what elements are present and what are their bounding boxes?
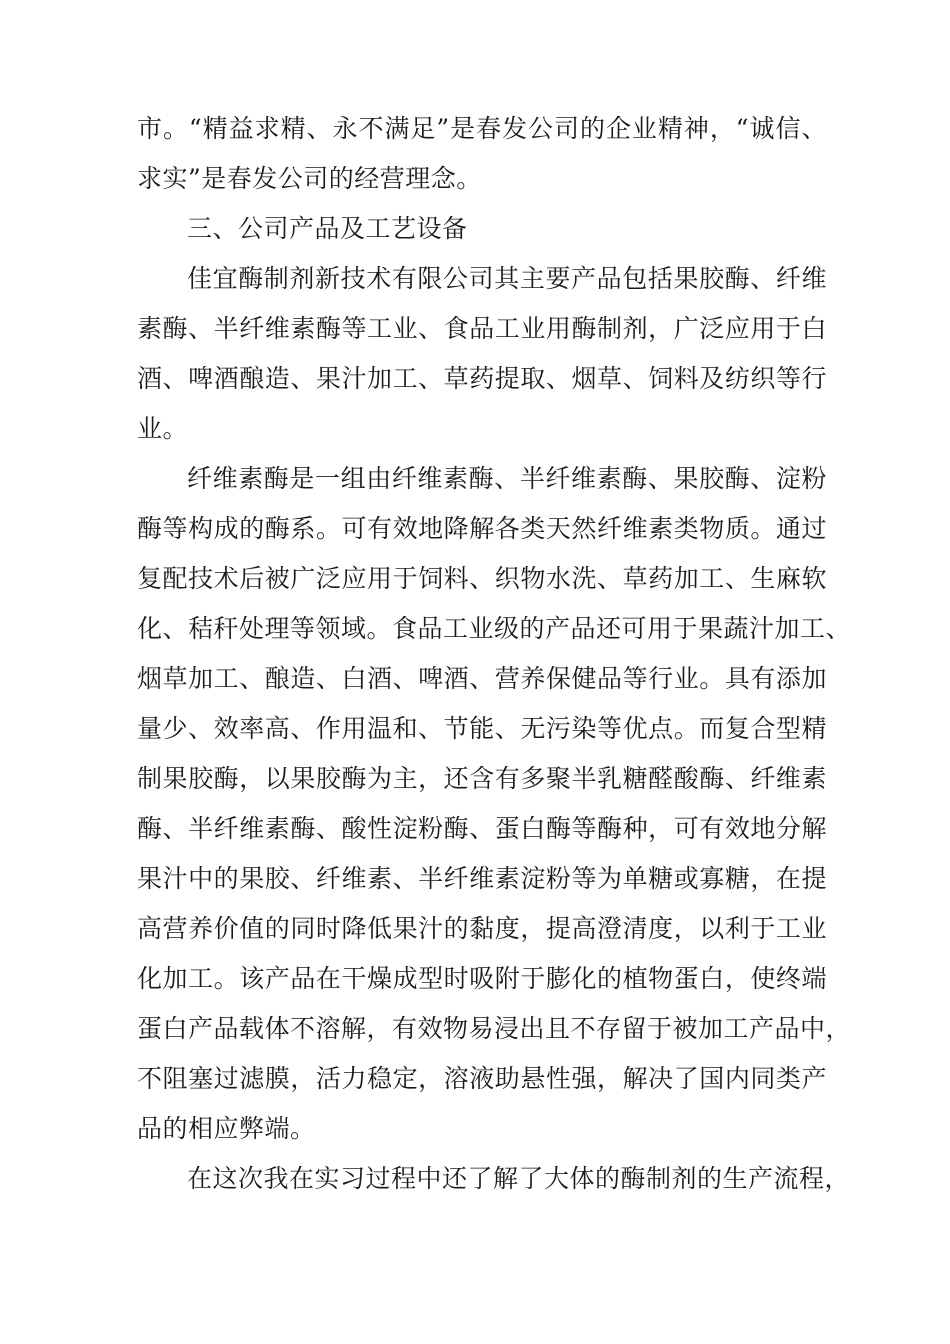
paragraph-2-line-4: 业。 bbox=[137, 414, 189, 443]
paragraph-2-line-2: 素酶、半纤维素酶等工业、食品工业用酶制剂，广泛应用于白 bbox=[137, 314, 827, 343]
paragraph-2-line-3: 酒、啤酒酿造、果汁加工、草药提取、烟草、饲料及纺织等行 bbox=[137, 364, 827, 393]
paragraph-3-line-7: 制果胶酶，以果胶酶为主，还含有多聚半乳糖醛酸酶、纤维素 bbox=[137, 764, 827, 793]
paragraph-3-line-1: 纤维素酶是一组由纤维素酶、半纤维素酶、果胶酶、淀粉 bbox=[187, 464, 827, 493]
paragraph-3-line-10: 高营养价值的同时降低果汁的黏度，提高澄清度，以利于工业 bbox=[137, 914, 827, 943]
paragraph-3-line-8: 酶、半纤维素酶、酸性淀粉酶、蛋白酶等酶种，可有效地分解 bbox=[137, 814, 827, 843]
paragraph-3-line-11: 化加工。该产品在干燥成型时吸附于膨化的植物蛋白，使终端 bbox=[137, 964, 827, 993]
section-heading-3: 三、公司产品及工艺设备 bbox=[187, 214, 468, 243]
paragraph-3-line-14: 品的相应弊端。 bbox=[137, 1114, 316, 1143]
paragraph-4-line-1: 在这次我在实习过程中还了解了大体的酶制剂的生产流程， bbox=[187, 1164, 851, 1193]
paragraph-3-line-9: 果汁中的果胶、纤维素、半纤维素淀粉等为单糖或寡糖，在提 bbox=[137, 864, 827, 893]
paragraph-2-line-1: 佳宜酶制剂新技术有限公司其主要产品包括果胶酶、纤维 bbox=[187, 264, 827, 293]
paragraph-3-line-12: 蛋白产品载体不溶解，有效物易浸出且不存留于被加工产品中， bbox=[137, 1014, 852, 1043]
paragraph-3-line-3: 复配技术后被广泛应用于饲料、织物水洗、草药加工、生麻软 bbox=[137, 564, 827, 593]
paragraph-3-line-13: 不阻塞过滤膜，活力稳定，溶液助悬性强，解决了国内同类产 bbox=[137, 1064, 827, 1093]
paragraph-3-line-4: 化、秸秆处理等领域。食品工业级的产品还可用于果蔬汁加工、 bbox=[137, 614, 852, 643]
paragraph-3-line-5: 烟草加工、酿造、白酒、啤酒、营养保健品等行业。具有添加 bbox=[137, 664, 827, 693]
paragraph-1-line-2: 求实”是春发公司的经营理念。 bbox=[137, 164, 482, 193]
paragraph-1-line-1: 市。“精益求精、永不满足”是春发公司的企业精神，“诚信、 bbox=[137, 114, 827, 143]
paragraph-3-line-2: 酶等构成的酶系。可有效地降解各类天然纤维素类物质。通过 bbox=[137, 514, 827, 543]
paragraph-3-line-6: 量少、效率高、作用温和、节能、无污染等优点。而复合型精 bbox=[137, 714, 827, 743]
